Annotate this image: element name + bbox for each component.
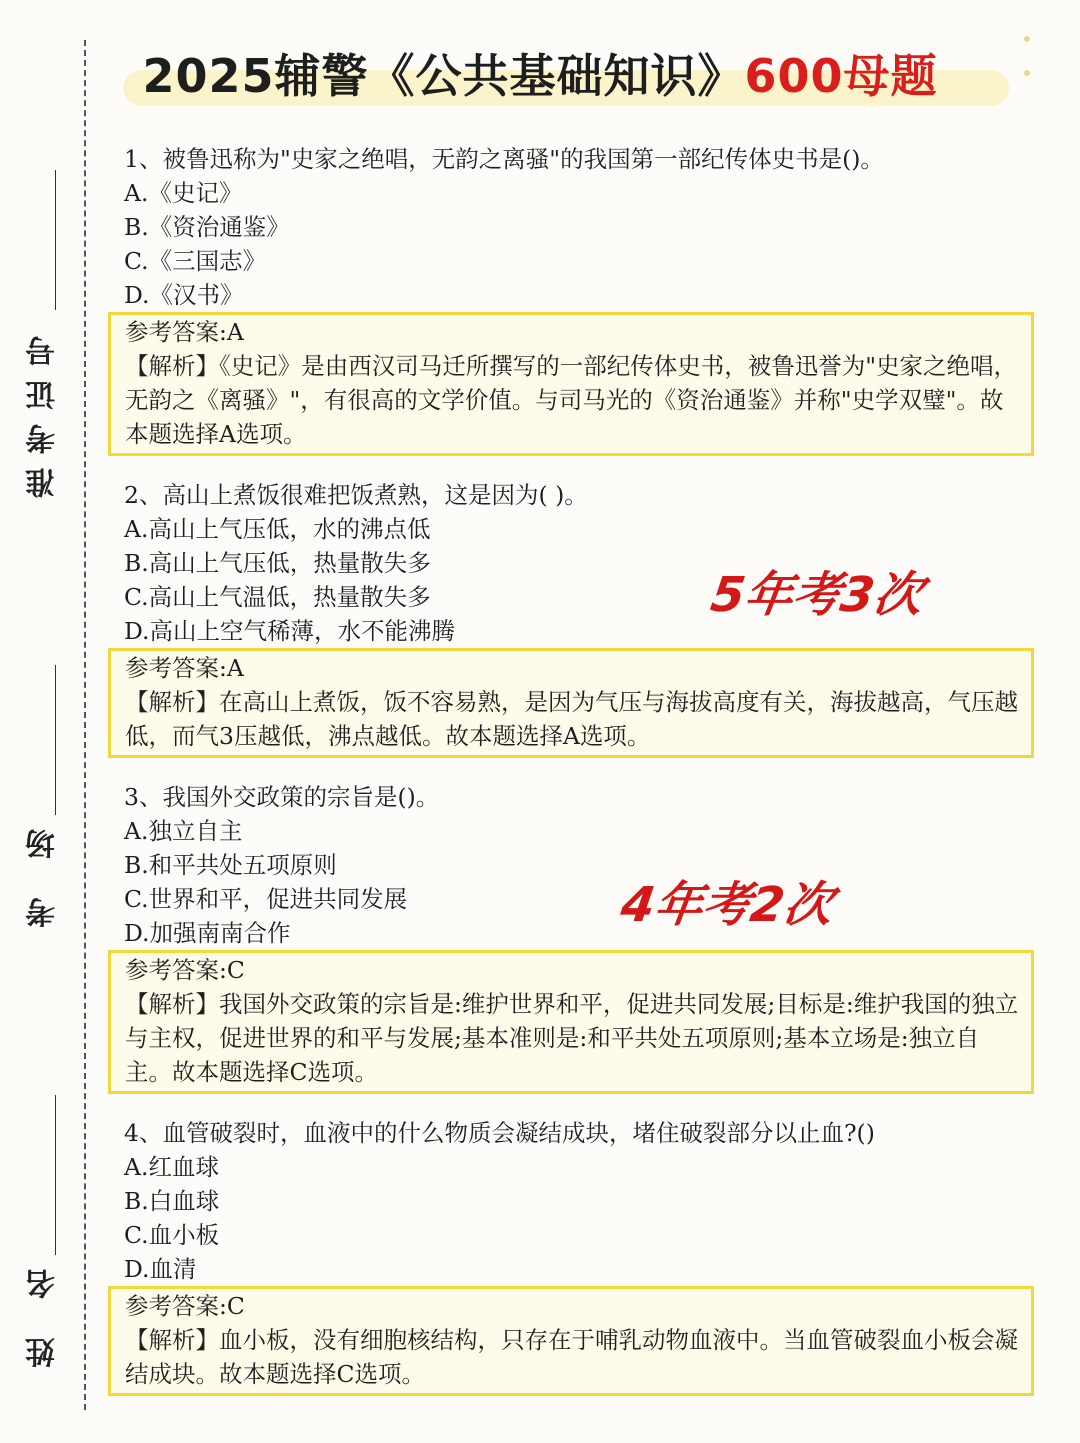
option-d: D.加强南南合作: [124, 919, 291, 947]
room-write-line: [55, 665, 56, 815]
frequency-note-q2: 5年考3次: [707, 567, 927, 623]
question-text: 1、被鲁迅称为"史家之绝唱，无韵之离骚"的我国第一部纪传体史书是()。: [124, 145, 884, 173]
exam-room-label: 考 场: [26, 815, 61, 928]
option-b: B.高山上气压低，热量散失多: [124, 549, 431, 577]
option-c: C.世界和平，促进共同发展: [124, 885, 408, 913]
option-d: D.血清: [124, 1255, 197, 1283]
option-a: A.《史记》: [124, 179, 243, 207]
answer-text: 参考答案:C: [125, 1292, 245, 1320]
name-label: 姓 名: [26, 1255, 61, 1368]
title-highlight: 600母题: [744, 49, 938, 103]
explanation-text: 【解析】我国外交政策的宗旨是:维护世界和平，促进共同发展;目标是:维护我国的独立与主权，促进世界的和平与发展;基本准则是:和平共处五项原则;基本立场是:独立自主。故本题选择C选项。: [125, 990, 1019, 1086]
option-d: D.《汉书》: [124, 281, 244, 309]
question-block: [124, 1116, 1044, 1396]
question-list: [124, 142, 1044, 1418]
option-a: A.红血球: [124, 1153, 219, 1181]
question-text: 3、我国外交政策的宗旨是()。: [124, 783, 440, 811]
question-text: 2、高山上煮饭很难把饭煮熟，这是因为( )。: [124, 481, 588, 509]
answer-box: [108, 950, 1034, 1094]
exam-id-label: 准考证号: [26, 322, 61, 498]
option-c: C.高山上气温低，热量散失多: [124, 583, 431, 611]
option-b: B.《资治通鉴》: [124, 213, 290, 241]
option-c: C.《三国志》: [124, 247, 267, 275]
question-text: 4、血管破裂时，血液中的什么物质会凝结成块，堵住破裂部分以止血?(): [124, 1119, 875, 1147]
title-main: 2025辅警《公共基础知识》: [142, 49, 745, 103]
frequency-note-q3: 4年考2次: [617, 877, 837, 933]
option-a: A.独立自主: [124, 817, 243, 845]
option-a: A.高山上气压低，水的沸点低: [124, 515, 431, 543]
name-write-line: [55, 1095, 56, 1255]
answer-text: 参考答案:A: [125, 654, 244, 682]
option-b: B.白血球: [124, 1187, 220, 1215]
explanation-text: 【解析】血小板，没有细胞核结构，只存在于哺乳动物血液中。当血管破裂血小板会凝结成块。故本题选择C选项。: [125, 1326, 1018, 1388]
answer-text: 参考答案:C: [125, 956, 245, 984]
option-c: C.血小板: [124, 1221, 220, 1249]
option-b: B.和平共处五项原则: [124, 851, 337, 879]
answer-box: [108, 648, 1034, 758]
answer-text: 参考答案:A: [125, 318, 244, 346]
explanation-text: 【解析】在高山上煮饭，饭不容易熟，是因为气压与海拔高度有关，海拔越高，气压越低，而气3压越低，沸点越低。故本题选择A选项。: [125, 688, 1018, 750]
id-write-line: [55, 170, 56, 310]
exam-info-strip: [0, 0, 86, 1443]
cut-line: [84, 40, 86, 1410]
question-block: [124, 142, 1044, 456]
page-title: [0, 40, 1080, 106]
explanation-text: 【解析】《史记》是由西汉司马迁所撰写的一部纪传体史书，被鲁迅誉为"史家之绝唱，无韵之《离骚》"，有很高的文学价值。与司马光的《资治通鉴》并称"史学双璧"。故本题选择A选项。: [125, 352, 1018, 448]
answer-box: [108, 312, 1034, 456]
option-d: D.高山上空气稀薄，水不能沸腾: [124, 617, 455, 645]
question-block: [124, 780, 1044, 1094]
answer-box: [108, 1286, 1034, 1396]
